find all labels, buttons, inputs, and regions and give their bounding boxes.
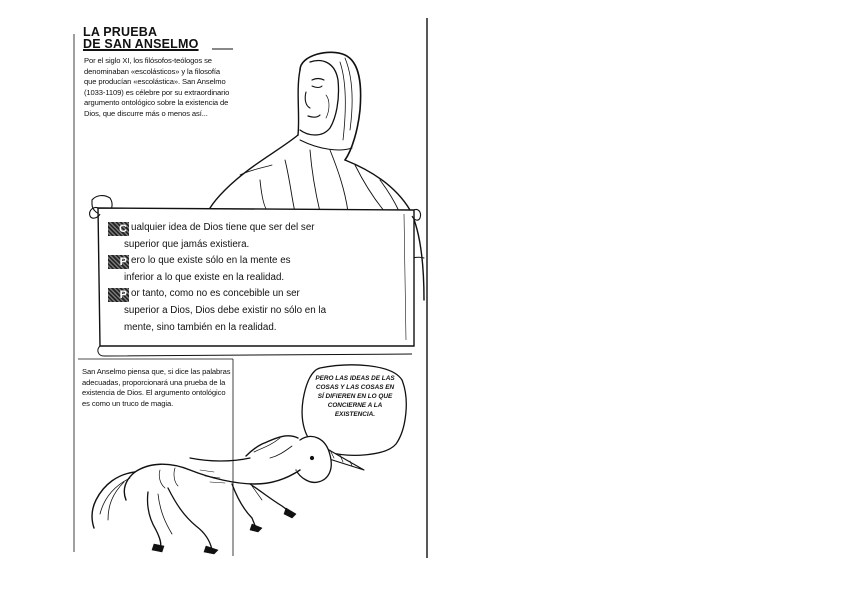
page-title [83, 27, 199, 50]
dropcap-p-2: P [108, 288, 129, 302]
title-line-1: LA PRUEBA [83, 25, 158, 39]
speech-bubble-text: PERO LAS IDEAS DE LAS COSAS Y LAS COSAS EN SÍ DIFIEREN EN LO QUE CONCIERNE A LA EXISTENCIA. [315, 375, 395, 418]
title-line-2: DE SAN ANSELMO [83, 36, 199, 51]
dropcap-p: P [108, 255, 129, 269]
argument-conclusion: P or tanto, como no es concebible un ser [108, 286, 370, 303]
argument-premise-1: C ualquier idea de Dios tiene que ser del ser [108, 220, 370, 237]
dropcap-c: C [108, 222, 129, 236]
unicorn-figure [92, 436, 364, 554]
outro-paragraph: San Anselmo piensa que, si dice las palabras adecuadas, proporcionará una prueba de la existencia de Dios. El argumento ontológico es como un truco de magia. [82, 367, 231, 408]
scroll-argument-text: C ualquier idea de Dios tiene que ser del ser superior que jamás existiera. P ero lo que existe sólo en la mente es inferior a lo que existe en la realidad. P or tanto, como no es concebible un ser superior a Dios, Dios debe existir no sólo en la mente, sino también en la realidad. [108, 220, 370, 336]
intro-paragraph: Por el siglo XI, los filósofos-teólogos se denominaban «escolásticos» y la filosofía que producían «escolástica». San Anselmo (1033-1109) es célebre por su extraordinario argumento ontológico sobre la existencia de Dios, que discurre más o menos así... [84, 56, 230, 118]
argument-premise-2: P ero lo que existe sólo en la mente es [108, 253, 370, 270]
